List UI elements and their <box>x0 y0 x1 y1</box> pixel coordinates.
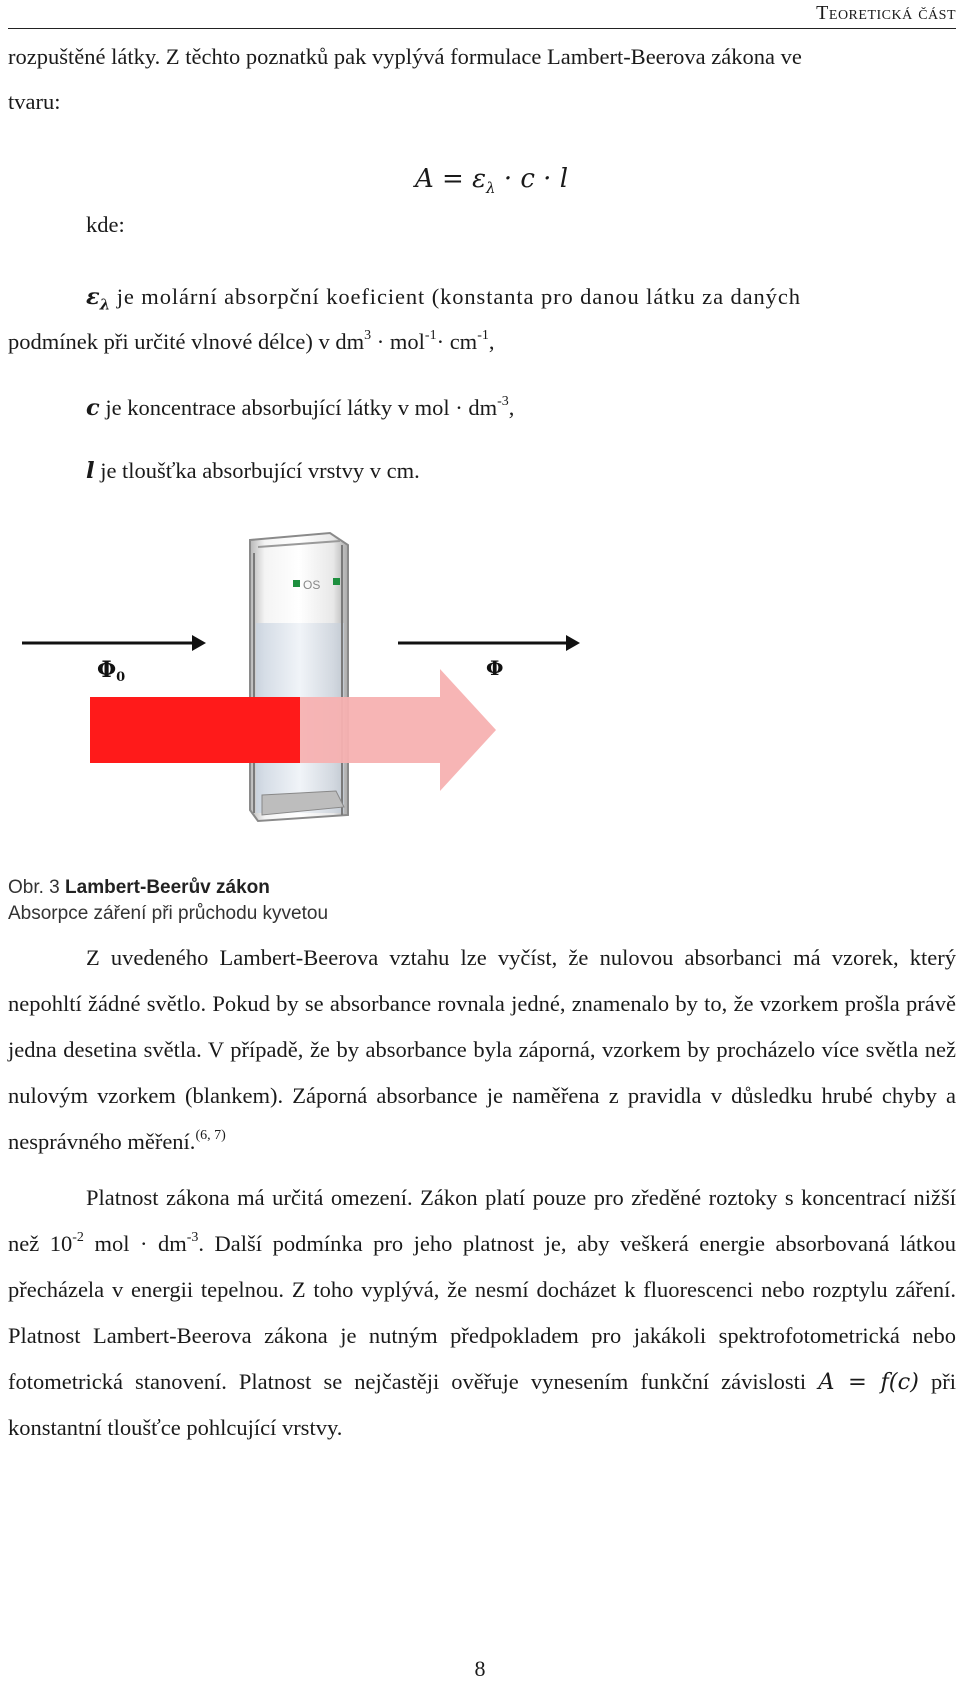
paragraph-2-math: A = f(c) <box>818 1369 919 1395</box>
intro-line-1: rozpuštěné látky. Z těchto poznatků pak vyplývá formulace Lambert-Beerova zákona ve <box>8 44 802 69</box>
phi0-label: Φ0 <box>97 657 126 685</box>
epsilon-text-2a: podmínek při určité vlnové délce) v dm <box>8 329 365 354</box>
paragraph-2-sup-1: -2 <box>72 1229 84 1245</box>
lambert-beer-formula <box>415 164 568 197</box>
epsilon-text-1: je molární absorpční koeficient (konstanta pro danou látku za daných <box>110 284 801 309</box>
c-symbol: c <box>86 395 100 421</box>
paragraph-2-sup-2: -3 <box>186 1229 199 1245</box>
epsilon-symbol: ε <box>86 284 100 310</box>
def-epsilon-line2 <box>8 329 494 355</box>
epsilon-sub: λ <box>99 295 111 314</box>
cuvette-figure <box>0 525 960 835</box>
paragraph-1-text: Z uvedeného Lambert-Beerova vztahu lze vyčíst, že nulovou absorbanci má vzorek, který nepohltí žádné světlo. Pokud by se absorbance rovnala jedné, znamenalo by to, že vzorkem prošla právě jedna desetina světla. V případě, že by absorbance byla záporná, vzorkem by procházelo více světla než nulovým vzorkem (blankem). Záporná absorbance je naměřena z pravidla v důsledku hrubé chyby a nesprávného měření. <box>8 945 956 1154</box>
epsilon-text-2b: · mol <box>371 329 425 354</box>
figure-caption <box>8 877 270 899</box>
paragraph-2 <box>8 1175 956 1451</box>
kde-label: kde: <box>86 212 125 237</box>
l-symbol: l <box>86 458 95 484</box>
page-header <box>8 0 956 29</box>
formula-sub: λ <box>486 179 496 198</box>
phi-label: Φ <box>486 656 504 680</box>
paragraph-2-text-3: . Další podmínka pro jeho platnost je, aby veškerá energie absorbovaná látkou přecházela v energii tepelnou. Z toho vyplývá, že nesmí docházet k fluorescenci nebo rozptylu záření. Platnost Lambert-Beerova zákona je nutným předpokladem pro jakákoli spektrofotometrická nebo fotometrická stanovení. Platnost se nejčastěji ověřuje vynesením funkční závislosti <box>8 1231 956 1394</box>
def-epsilon-line1 <box>86 284 956 314</box>
c-sup: -3 <box>497 393 509 409</box>
cuvette-label: OS <box>303 578 321 592</box>
epsilon-sup-2: -1 <box>424 327 437 343</box>
intro-line-2: tvaru: <box>8 89 61 114</box>
paragraph-1 <box>8 935 956 1165</box>
figure-subtitle: Absorpce záření při průchodu kyvetou <box>8 903 329 924</box>
section-title: Teoretická část <box>816 2 956 24</box>
formula-rhs: · c · l <box>495 164 569 194</box>
c-text: je koncentrace absorbující látky v mol · dm <box>99 395 498 420</box>
epsilon-text-2c: · cm <box>436 329 478 354</box>
paragraph-2-text-4: při konstantní tloušťce pohlcující vrstvy. <box>8 1369 957 1440</box>
formula-lhs: A = ε <box>415 164 487 194</box>
def-c-line <box>86 395 514 421</box>
c-end: , <box>508 395 515 420</box>
epsilon-sup-1: 3 <box>364 327 372 343</box>
page-number: 8 <box>474 1656 486 1681</box>
paragraph-2-text-1: Platnost zákona má určitá omezení. Zákon platí pouze pro zředěné roztoky s koncentrací nižší než 10 <box>8 1185 956 1256</box>
def-l-line <box>86 458 420 484</box>
incoming-beam <box>90 697 300 763</box>
epsilon-text-2d: , <box>488 329 495 354</box>
paragraph-2-text-2: mol · dm <box>83 1231 187 1256</box>
transmitted-light-arrow <box>398 635 580 651</box>
paragraph-1-reference: (6, 7) <box>195 1127 226 1143</box>
incident-light-arrow <box>22 635 206 651</box>
caption-title: Lambert-Beerův zákon <box>65 877 270 898</box>
caption-prefix: Obr. 3 <box>8 877 66 898</box>
cuvette <box>250 533 348 821</box>
l-text: je tloušťka absorbující vrstvy v cm. <box>94 458 420 483</box>
cuvette-illustration <box>0 525 960 835</box>
epsilon-sup-3: -1 <box>477 327 489 343</box>
